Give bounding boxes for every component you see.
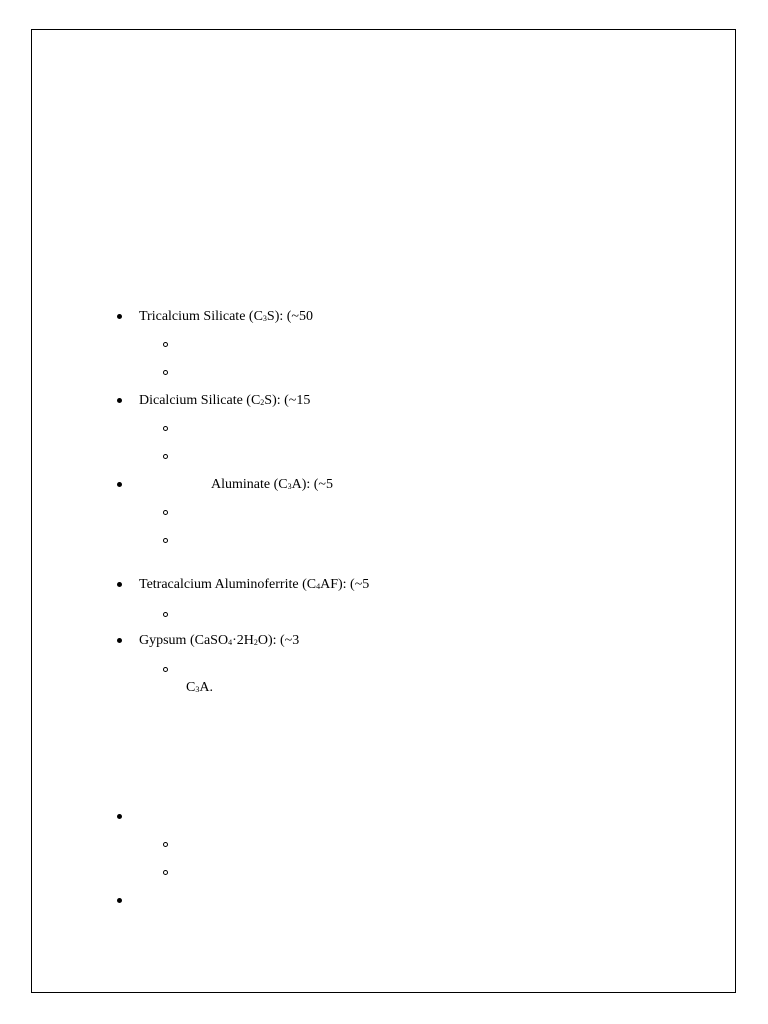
item-text: S): (~50 — [266, 309, 313, 324]
bullet-disc — [114, 578, 124, 594]
note-text: C — [186, 680, 196, 695]
item-text: ·2H — [232, 633, 254, 648]
item-text: Aluminate (C — [211, 477, 288, 492]
item-text: S): (~15 — [264, 393, 311, 408]
bullet-disc — [114, 394, 124, 410]
gypsum-note — [186, 680, 213, 696]
sub-bullet-circle — [160, 422, 170, 438]
item-subscript: 3 — [262, 314, 267, 323]
item-subscript: 4 — [228, 638, 233, 647]
list-item-gypsum — [139, 633, 299, 649]
list-item-tricalcium-silicate — [139, 309, 313, 325]
bullet-disc — [114, 810, 124, 826]
note-text: A. — [199, 680, 213, 695]
sub-bullet-circle — [160, 366, 170, 382]
item-subscript: 2 — [253, 638, 258, 647]
item-text: A): (~5 — [291, 477, 334, 492]
item-text: Tricalcium Silicate (C — [139, 309, 263, 324]
sub-bullet-circle — [160, 866, 170, 882]
sub-bullet-circle — [160, 608, 170, 624]
sub-bullet-circle — [160, 506, 170, 522]
bullet-disc — [114, 478, 124, 494]
list-item-aluminate — [211, 477, 333, 493]
document-page — [31, 29, 736, 993]
sub-bullet-circle — [160, 450, 170, 466]
bullet-disc — [114, 310, 124, 326]
item-subscript: 3 — [287, 482, 292, 491]
item-text: Dicalcium Silicate (C — [139, 393, 261, 408]
item-text: AF): (~5 — [320, 577, 370, 592]
list-item-dicalcium-silicate — [139, 393, 310, 409]
sub-bullet-circle — [160, 534, 170, 550]
item-subscript: 4 — [316, 582, 321, 591]
sub-bullet-circle — [160, 338, 170, 354]
bullet-disc — [114, 894, 124, 910]
item-text: Tetracalcium Aluminoferrite (C — [139, 577, 317, 592]
sub-bullet-circle — [160, 838, 170, 854]
list-item-tetracalcium-aluminoferrite — [139, 577, 369, 593]
item-subscript: 2 — [260, 398, 265, 407]
item-text: Gypsum (CaSO — [139, 633, 229, 648]
sub-bullet-circle — [160, 663, 170, 679]
bullet-disc — [114, 634, 124, 650]
note-subscript: 3 — [195, 685, 200, 694]
item-text: O): (~3 — [257, 633, 300, 648]
